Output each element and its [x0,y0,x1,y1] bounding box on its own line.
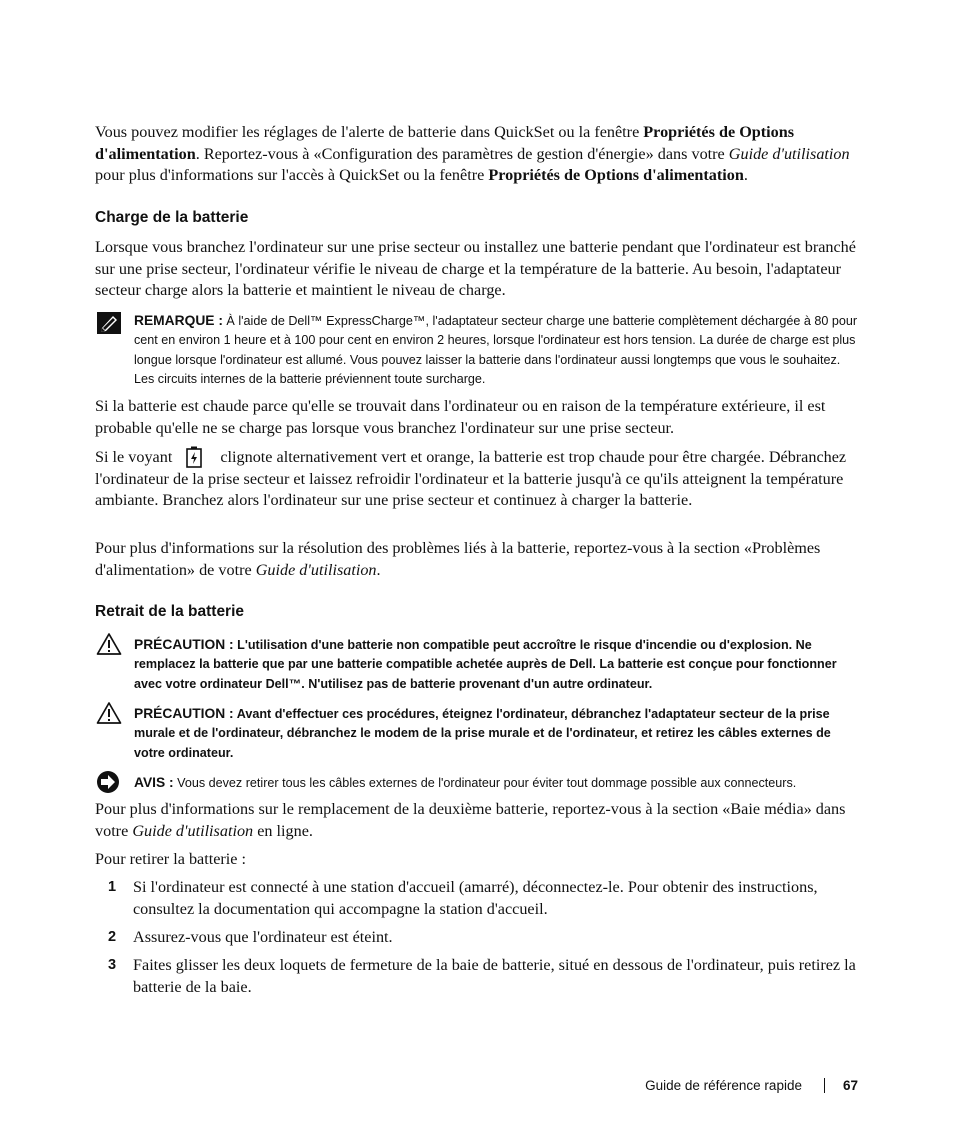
retrait-para1-end: en ligne. [253,821,313,840]
intro-text-2: . Reportez-vous à «Configuration des paramètres de gestion d'énergie» dans votre [195,144,729,163]
footer-title: Guide de référence rapide [645,1078,802,1093]
caution-2-label: PRÉCAUTION : [134,706,234,721]
charge-paragraph-3 [95,446,865,512]
section-heading-charge: Charge de la batterie [95,209,249,226]
caution-2 [134,704,864,763]
caution-2-text: Avant d'effectuer ces procédures, éteignez l'ordinateur, débranchez l'adaptateur secteur de la prise murale et de l'ordinateur, débranchez le modem de la prise murale et de l'ordinateur, et retirez les câbles externes de votre ordinateur. [134,707,831,760]
notice-arrow-icon [96,770,122,794]
footer-divider [824,1078,825,1093]
intro-text-4: . [743,166,748,184]
charge-paragraph-4 [95,538,865,581]
intro-bold-2: Propriétés de Options d'alimentation [488,166,744,184]
section-heading-retrait: Retrait de la batterie [95,603,245,620]
step-number: 2 [108,929,117,945]
intro-text-3: pour plus d'informations sur l'accès à QuickSet ou la fenêtre [95,166,489,184]
notice-text: Vous devez retirer tous les câbles externes de l'ordinateur pour éviter tout dommage possible aux connecteurs. [173,776,797,790]
note-pencil-icon [96,311,122,335]
note-text: À l'aide de Dell™ ExpressCharge™, l'adaptateur secteur charge une batterie complètement déchargée à 80 pour cent en environ 1 heure et à 100 pour cent en environ 2 heures, lorsque l'ordinateur est hors tension. La durée de charge est plus longue lorsque l'ordinateur est allumé. Vous pouvez laisser la batterie dans l'ordinateur aussi longtemps que vous le souhaitez. Les circuits internes de la batterie préviennent toute surcharge. [134,314,858,387]
retrait-para1-italic: Guide d'utilisation [132,821,254,840]
retrait-para1-text: Pour plus d'informations sur le remplacement de la deuxième batterie, reportez-vous à la section «Baie média» dans votre [95,800,846,840]
para3-rest: clignote alternativement vert et orange, la batterie est trop chaude pour être chargée. Débranchez l'ordinateur de la prise secteur et laissez refroidir l'ordinateur et la batterie jusqu'à ce qu'ils atteignent la température ambiante. Branchez alors l'ordinateur sur une prise secteur et continuez à charger la batterie. [95,448,847,509]
caution-triangle-icon [96,701,122,725]
step-text: Si l'ordinateur est connecté à une station d'accueil (amarré), déconnectez-le. Pour obtenir des instructions, consultez la documentation qui accompagne la station d'accueil. [133,878,818,918]
note-remarque [134,311,864,390]
notice-avis [134,773,864,793]
intro-italic-1: Guide d'utilisation [728,144,850,163]
charge-paragraph-1: Lorsque vous branchez l'ordinateur sur une prise secteur ou installez une batterie pendant que l'ordinateur est branché sur une prise secteur, l'ordinateur vérifie le niveau de charge et la température de la batterie. Au besoin, l'adaptateur secteur charge alors la batterie et maintient le niveau de charge. [95,238,856,299]
battery-status-icon [186,446,202,468]
page-number: 67 [842,1078,858,1093]
step-text: Assurez-vous que l'ordinateur est éteint. [133,928,393,946]
notice-label: AVIS : [134,775,174,790]
retrait-paragraph-2: Pour retirer la batterie : [95,850,247,868]
para4-text: Pour plus d'informations sur la résolution des problèmes liés à la batterie, reportez-vous à la section «Problèmes d'alimentation» de votre [95,539,821,579]
step-text: Faites glisser les deux loquets de fermeture de la baie de batterie, situé en dessous de l'ordinateur, puis retirez la batterie de la baie. [133,956,856,996]
para3-lead: Si le voyant [95,448,173,466]
intro-bold-1: Propriétés de Options d'alimentation [95,123,795,163]
step-number: 3 [108,957,117,973]
caution-1 [134,635,864,694]
intro-text-1: Vous pouvez modifier les réglages de l'alerte de batterie dans QuickSet ou la fenêtre [95,123,644,141]
caution-1-text: L'utilisation d'une batterie non compatible peut accroître le risque d'incendie ou d'explosion. Ne remplacez la batterie que par une batterie compatible achetée auprès de Dell. La batterie est conçue pour fonctionner avec votre ordinateur Dell™. N'utilisez pas de batterie provenant d'un autre ordinateur. [134,638,837,691]
charge-paragraph-2: Si la batterie est chaude parce qu'elle se trouvait dans l'ordinateur ou en raison de la température extérieure, il est probable qu'elle ne se charge pas lorsque vous branchez l'ordinateur sur une prise secteur. [95,397,826,437]
para4-italic: Guide d'utilisation [255,560,377,579]
note-label: REMARQUE : [134,313,223,328]
caution-triangle-icon [96,632,122,656]
retrait-paragraph-1 [95,799,865,842]
caution-1-label: PRÉCAUTION : [134,637,234,652]
page-footer [645,1076,858,1096]
step-number: 1 [108,879,117,895]
para4-end: . [376,560,381,579]
intro-paragraph [95,122,865,187]
